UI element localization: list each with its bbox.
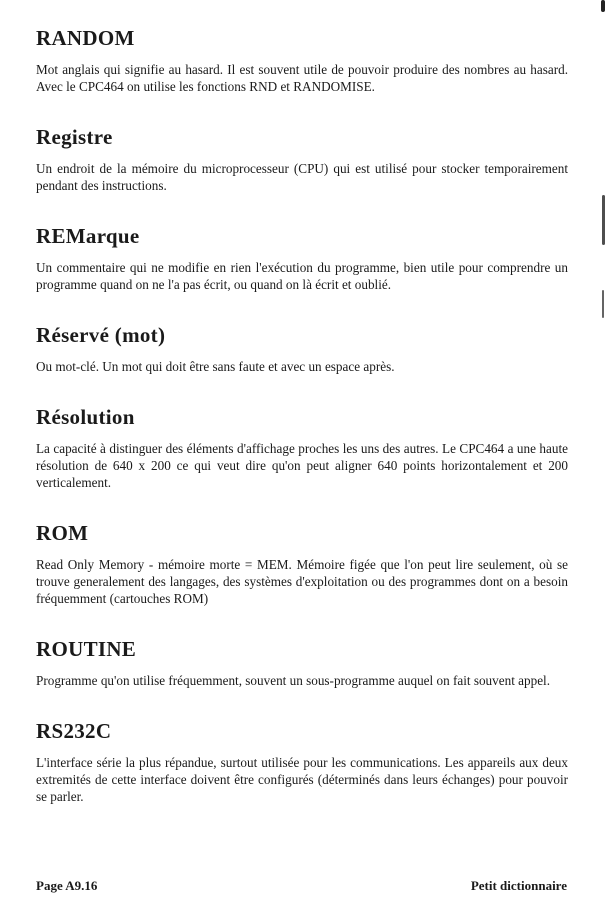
entry-remarque: [36, 224, 568, 293]
scan-mark: [602, 290, 604, 318]
section-title: Petit dictionnaire: [470, 878, 567, 893]
scan-mark: [601, 0, 605, 12]
entry-definition: Programme qu'on utilise fréquemment, souvent un sous-programme auquel on fait souvent appel.: [36, 673, 551, 688]
entry-term: ROUTINE: [36, 637, 137, 661]
entry-random: [36, 26, 568, 95]
entry-term: REMarque: [36, 224, 140, 248]
entry-definition: L'interface série la plus répandue, surtout utilisée pour les communications. Les appareils aux deux extremités de cette interface doivent être configurés (déterminés dans leurs échanges) pour pouvoir se parler.: [36, 755, 568, 804]
entry-definition: Mot anglais qui signifie au hasard. Il est souvent utile de pouvoir produire des nombres au hasard. Avec le CPC464 on utilise les fonctions RND et RANDOMISE.: [36, 62, 568, 94]
entry-term: RS232C: [36, 719, 112, 743]
entry-reserve-mot: [36, 323, 568, 375]
page-number: Page A9.16: [36, 878, 98, 893]
entry-term: Registre: [36, 125, 113, 149]
entry-definition: La capacité à distinguer des éléments d'affichage proches les uns des autres. Le CPC464 a une haute résolution de 640 x 200 ce qui veut dire qu'on peut aligner 640 points horizontalement et 200 verticalement.: [36, 441, 568, 490]
entry-routine: [36, 637, 568, 689]
dictionary-page: [36, 26, 568, 805]
entry-definition: Un endroit de la mémoire du microprocesseur (CPU) qui est utilisé pour stocker temporairement pendant des instructions.: [36, 161, 568, 193]
entry-registre: [36, 125, 568, 194]
entry-resolution: [36, 405, 568, 491]
entry-term: ROM: [36, 521, 89, 545]
entry-term: Réservé (mot): [36, 323, 166, 347]
entry-definition: Ou mot-clé. Un mot qui doit être sans faute et avec un espace après.: [36, 359, 395, 374]
entry-term: Résolution: [36, 405, 135, 429]
entry-definition: Read Only Memory - mémoire morte = MEM. Mémoire figée que l'on peut lire seulement, où se trouve generalement des langages, des systèmes d'exploitation ou des programmes dont on a besoin fréquemment (cartouches ROM): [36, 557, 568, 606]
entry-definition: Un commentaire qui ne modifie en rien l'exécution du programme, bien utile pour comprendre un programme quand on ne l'a pas écrit, ou quand on là écrit et oublié.: [36, 260, 568, 292]
entry-rom: [36, 521, 568, 607]
entry-term: RANDOM: [36, 26, 135, 50]
entry-rs232c: [36, 719, 568, 805]
